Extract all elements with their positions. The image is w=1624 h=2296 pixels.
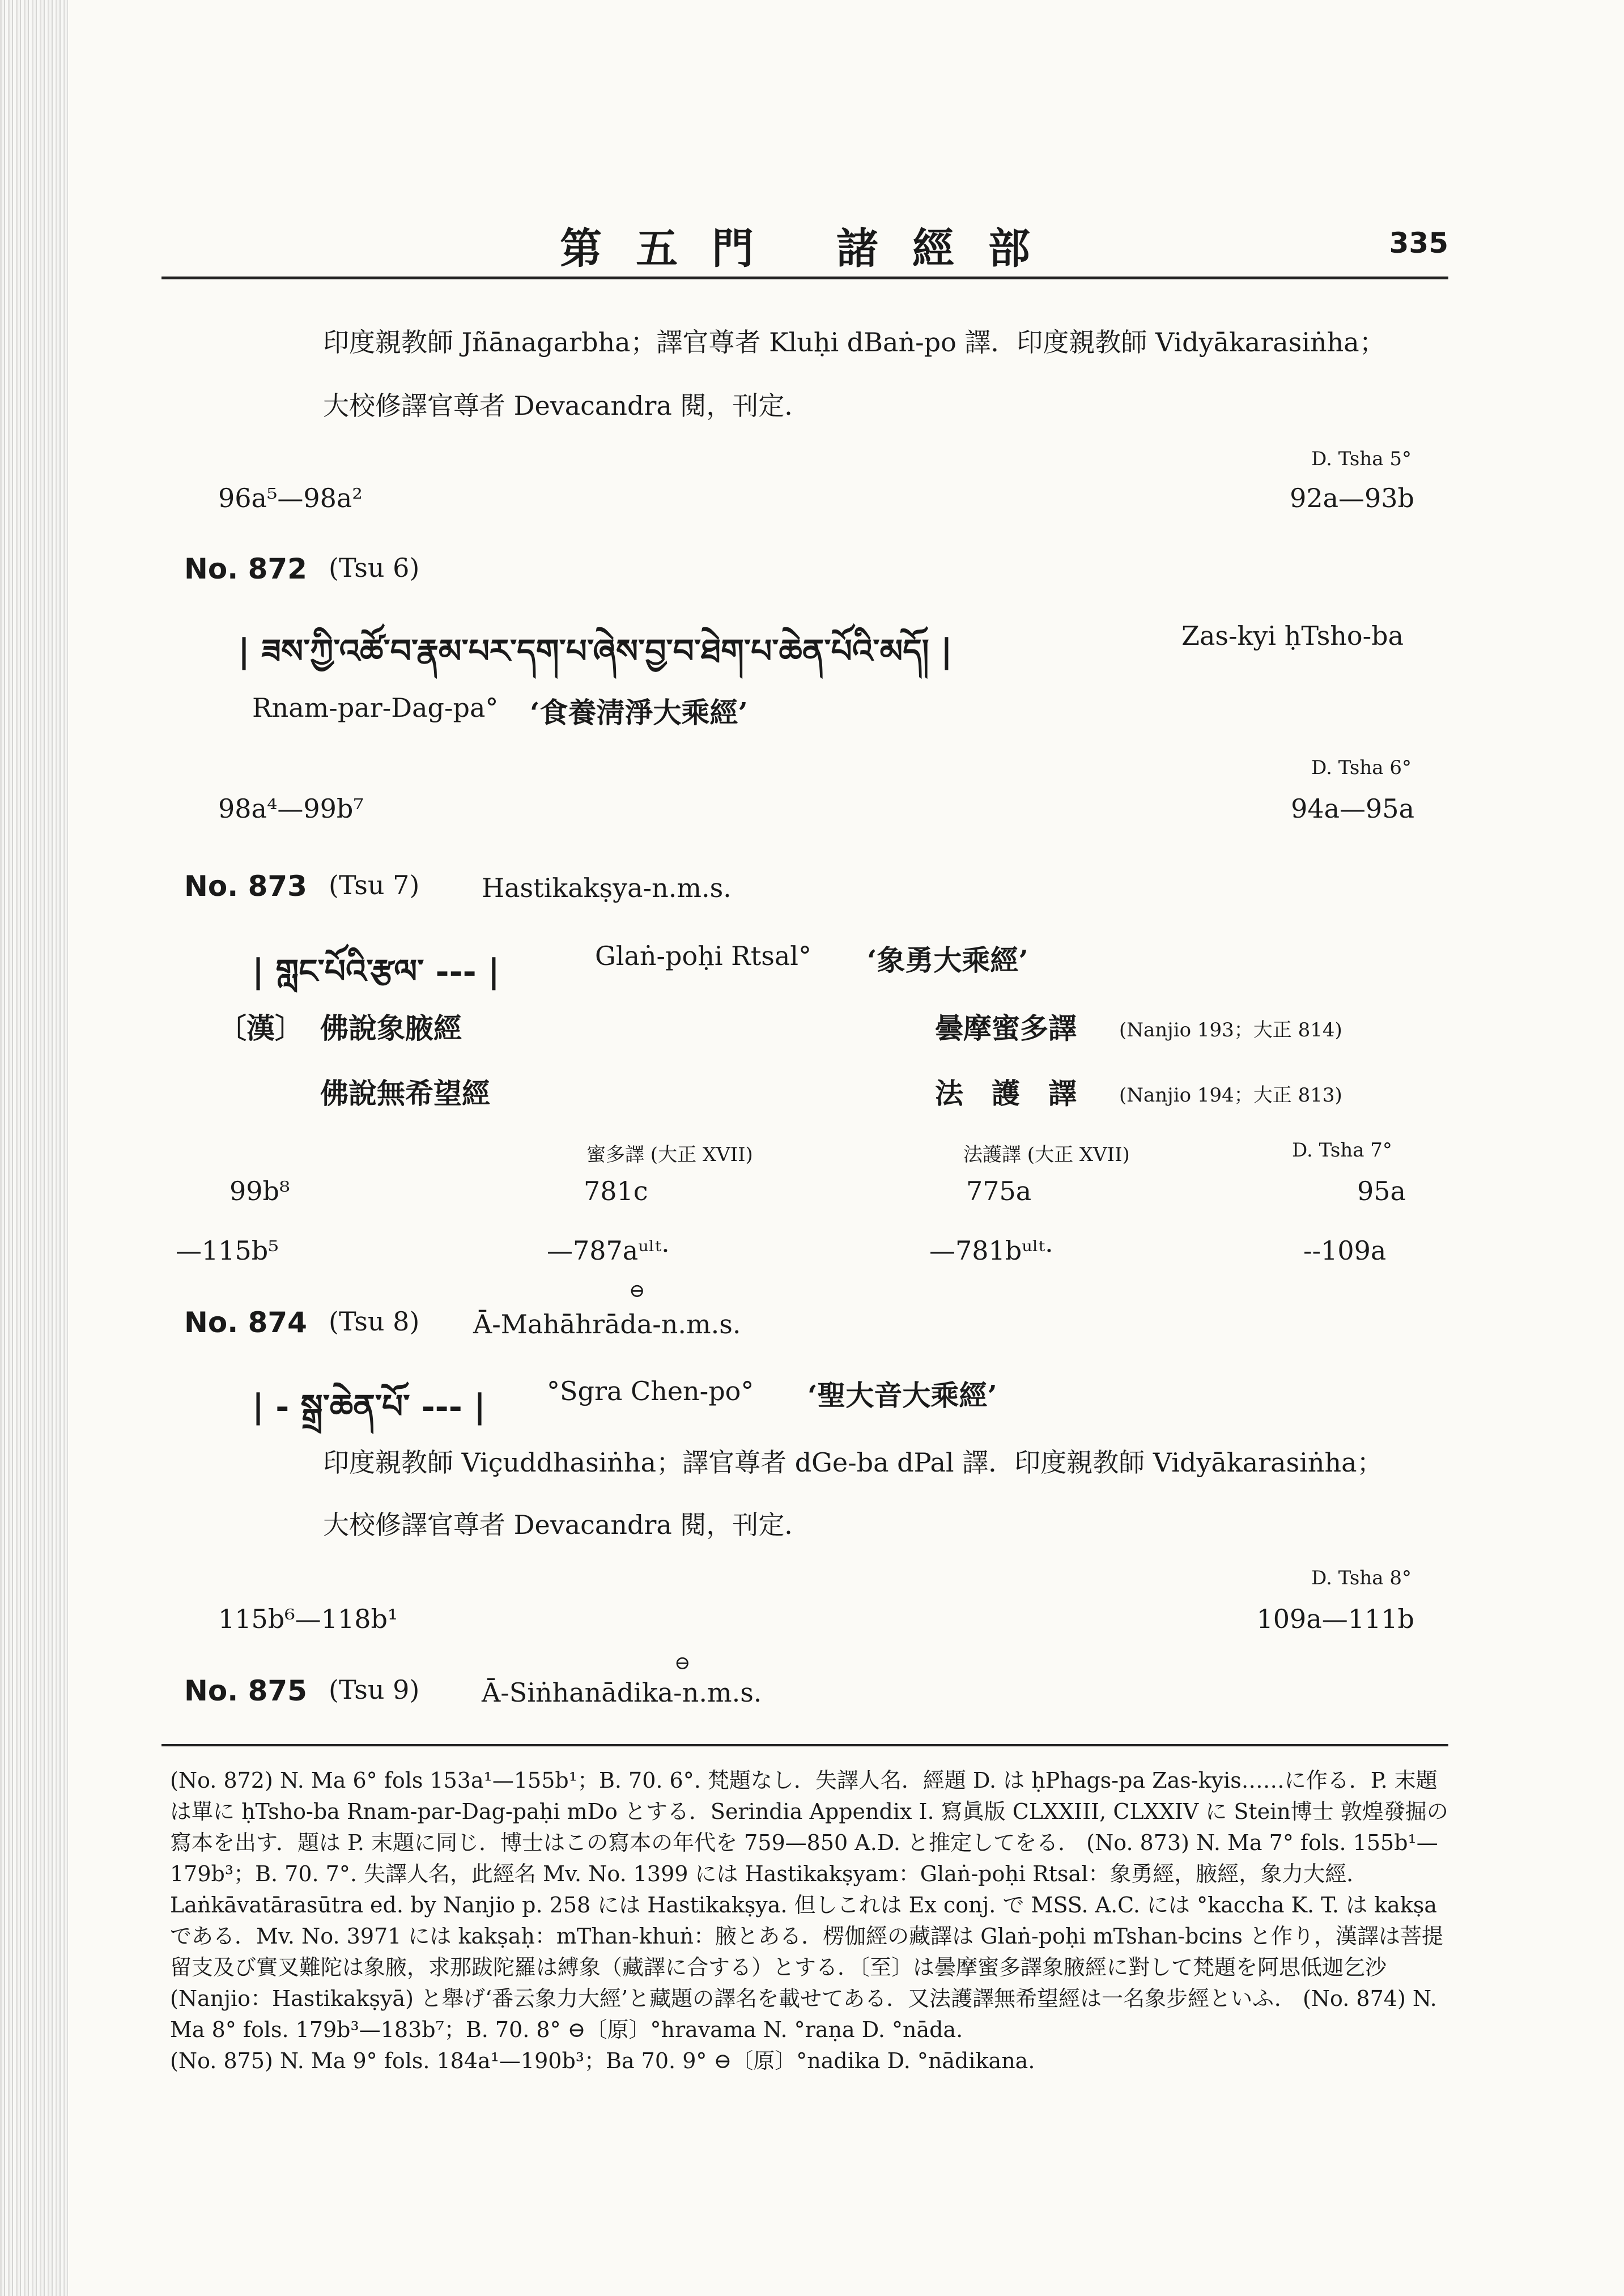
derge-ref: D. Tsha 5° xyxy=(1311,448,1412,470)
tsu-ref: (Tsu 6) xyxy=(329,552,420,583)
entry-number: No. 875 xyxy=(184,1674,307,1707)
sanskrit-title: Ā-Mahāhrāda-n.m.s. xyxy=(473,1309,741,1340)
folio-right: 109a—111b xyxy=(1256,1604,1414,1634)
variant-mark: ⊖ xyxy=(674,1652,691,1674)
entry-number: No. 873 xyxy=(184,870,307,903)
tibetan-title: | གླང་པོའི་རྩལ་ --- | xyxy=(252,952,500,990)
footnote-rule xyxy=(161,1744,1448,1746)
table-cell: 781c xyxy=(584,1176,648,1206)
folio-right: 94a—95a xyxy=(1291,793,1414,824)
chinese-translator: 法 護 譯 xyxy=(935,1077,1077,1110)
folio-left: 115b⁶—118b¹ xyxy=(218,1604,398,1634)
table-cell: 775a xyxy=(966,1176,1032,1206)
romanized-title: Zas-kyi ḥTsho-ba xyxy=(1181,620,1404,651)
nanjio-ref: (Nanjio 193；大正 814) xyxy=(1119,1019,1342,1041)
page-number: 335 xyxy=(1389,227,1448,260)
entry-number: No. 872 xyxy=(184,552,307,585)
tsu-ref: (Tsu 7) xyxy=(329,870,420,900)
sanskrit-title: Ā-Siṅhanādika-n.m.s. xyxy=(482,1677,762,1708)
table-cell: 95a xyxy=(1357,1176,1406,1206)
page-title: 第五門 諸經部 xyxy=(560,224,1064,273)
folio-left: 98a⁴—99b⁷ xyxy=(218,793,364,824)
romanized-title: °Sgra Chen-po° xyxy=(547,1376,754,1406)
footnotes xyxy=(170,1765,1451,2077)
column-header: 法護譯 (大正 XVII) xyxy=(963,1143,1130,1166)
translator-line-1: 印度親教師 Jñānagarbha；譯官尊者 Kluḥi dBaṅ-po 譯．印度親教師 Vidyākarasiṅha； xyxy=(323,327,1385,358)
chinese-translator: 曇摩蜜多譯 xyxy=(935,1011,1077,1045)
tsu-ref: (Tsu 8) xyxy=(329,1306,420,1337)
column-header: 蜜多譯 (大正 XVII) xyxy=(586,1143,753,1166)
romanized-title: Glaṅ-poḥi Rtsal° xyxy=(595,941,812,971)
column-header: D. Tsha 7° xyxy=(1292,1139,1392,1162)
folio-right: 92a—93b xyxy=(1290,483,1414,513)
footnote-paragraph: (No. 872) N. Ma 6° fols 153a¹—155b¹；B. 70. 6°. 梵題なし．失譯人名．經題 D. は ḥPhags-pa Zas-kyis……に作る．P. 末題は單に ḥTsho-ba Rnam-par-Dag-paḥi mDo とする．Serindia Appendix I. 寫眞版 CLXXIII, CLXXIV に Stein博士 敦煌發掘の寫本を出す．題は P. 末題に同じ．博士はこの寫本の年代を 759—850 A.D. と推定してをる． (No. 873) N. Ma 7° fols. 155b¹—179b³；B. 70. 7°. 失譯人名，此經名 Mv. No. 1399 には Hastikakṣyam：Glaṅ-poḥi Rtsal：象勇經，腋經，象力大經．Laṅkāvatārasūtra ed. by Nanjio p. 258 には Hastikakṣya. 但しこれは Ex conj. で MSS. A.C. には °kaccha K. T. は kakṣa である．Mv. No. 3971 には kakṣaḥ：mThan-khuṅ：腋とある．楞伽經の藏譯は Glaṅ-poḥi mTshan-bcins と作り，漢譯は菩提留支及び實叉難陀は象腋，求那跋陀羅は縛象（藏譯に合する）とする．〔至〕は曇摩蜜多譯象腋經に對して梵題を阿思低迦乞沙 (Nanjio：Hastikakṣyā) と舉げ‘番云象力大經’と藏題の譯名を載せてある．又法護譯無希望經は一名象步經といふ． (No. 874) N. Ma 8° fols. 179b³—183b⁷；B. 70. 8° ⊖〔原〕°hravama N. °raṇa D. °nāda. xyxy=(170,1768,1448,2042)
translator-line-2: 大校修譯官尊者 Devacandra 閱，刊定． xyxy=(323,390,811,421)
translator-line-1: 印度親教師 Viçuddhasiṅha；譯官尊者 dGe-ba dPal 譯．印度親教師 Vidyākarasiṅha； xyxy=(323,1447,1383,1478)
derge-ref: D. Tsha 8° xyxy=(1311,1567,1412,1589)
romanized-title-cont: Rnam-par-Dag-pa° xyxy=(252,692,499,723)
footnote-paragraph: (No. 875) N. Ma 9° fols. 184a¹—190b³；Ba 70. 9° ⊖〔原〕°nadika D. °nādikana. xyxy=(170,2048,1035,2073)
translator-line-2: 大校修譯官尊者 Devacandra 閱，刊定． xyxy=(323,1510,811,1540)
entry-number: No. 874 xyxy=(184,1306,307,1339)
variant-mark: ⊖ xyxy=(629,1279,645,1302)
header-rule xyxy=(161,277,1448,279)
table-cell: --109a xyxy=(1303,1235,1387,1266)
chinese-title: ‘聖大音大乘經’ xyxy=(807,1379,997,1412)
chinese-title: ‘象勇大乘經’ xyxy=(867,943,1028,977)
table-cell: —787aᵘˡᵗ· xyxy=(547,1235,670,1266)
han-mark: 〔漢〕 xyxy=(218,1011,303,1045)
tibetan-title: | ཟས་ཀྱི་འཚོ་བ་རྣམ་པར་དག་པ་ཞེས་བྱ་བ་ཐེག་པ་ཆེན་པོའི་མདོ། | xyxy=(238,632,953,670)
table-cell: —115b⁵ xyxy=(176,1235,279,1266)
chinese-title: ‘食養淸淨大乘經’ xyxy=(530,696,748,729)
tibetan-title: | - སྒྲ་ཆེན་པོ་ --- | xyxy=(252,1387,486,1426)
folio-left: 96a⁵—98a² xyxy=(218,483,363,513)
chinese-version-title: 佛說無希望經 xyxy=(320,1077,490,1110)
chinese-version-title: 佛說象腋經 xyxy=(320,1011,462,1045)
tsu-ref: (Tsu 9) xyxy=(329,1674,420,1705)
sanskrit-title: Hastikakṣya-n.m.s. xyxy=(482,873,732,903)
nanjio-ref: (Nanjio 194；大正 813) xyxy=(1119,1084,1342,1107)
book-spine-shadow xyxy=(0,0,68,2296)
derge-ref: D. Tsha 6° xyxy=(1311,756,1412,779)
table-cell: 99b⁸ xyxy=(229,1176,290,1206)
table-cell: —781bᵘˡᵗ· xyxy=(929,1235,1053,1266)
